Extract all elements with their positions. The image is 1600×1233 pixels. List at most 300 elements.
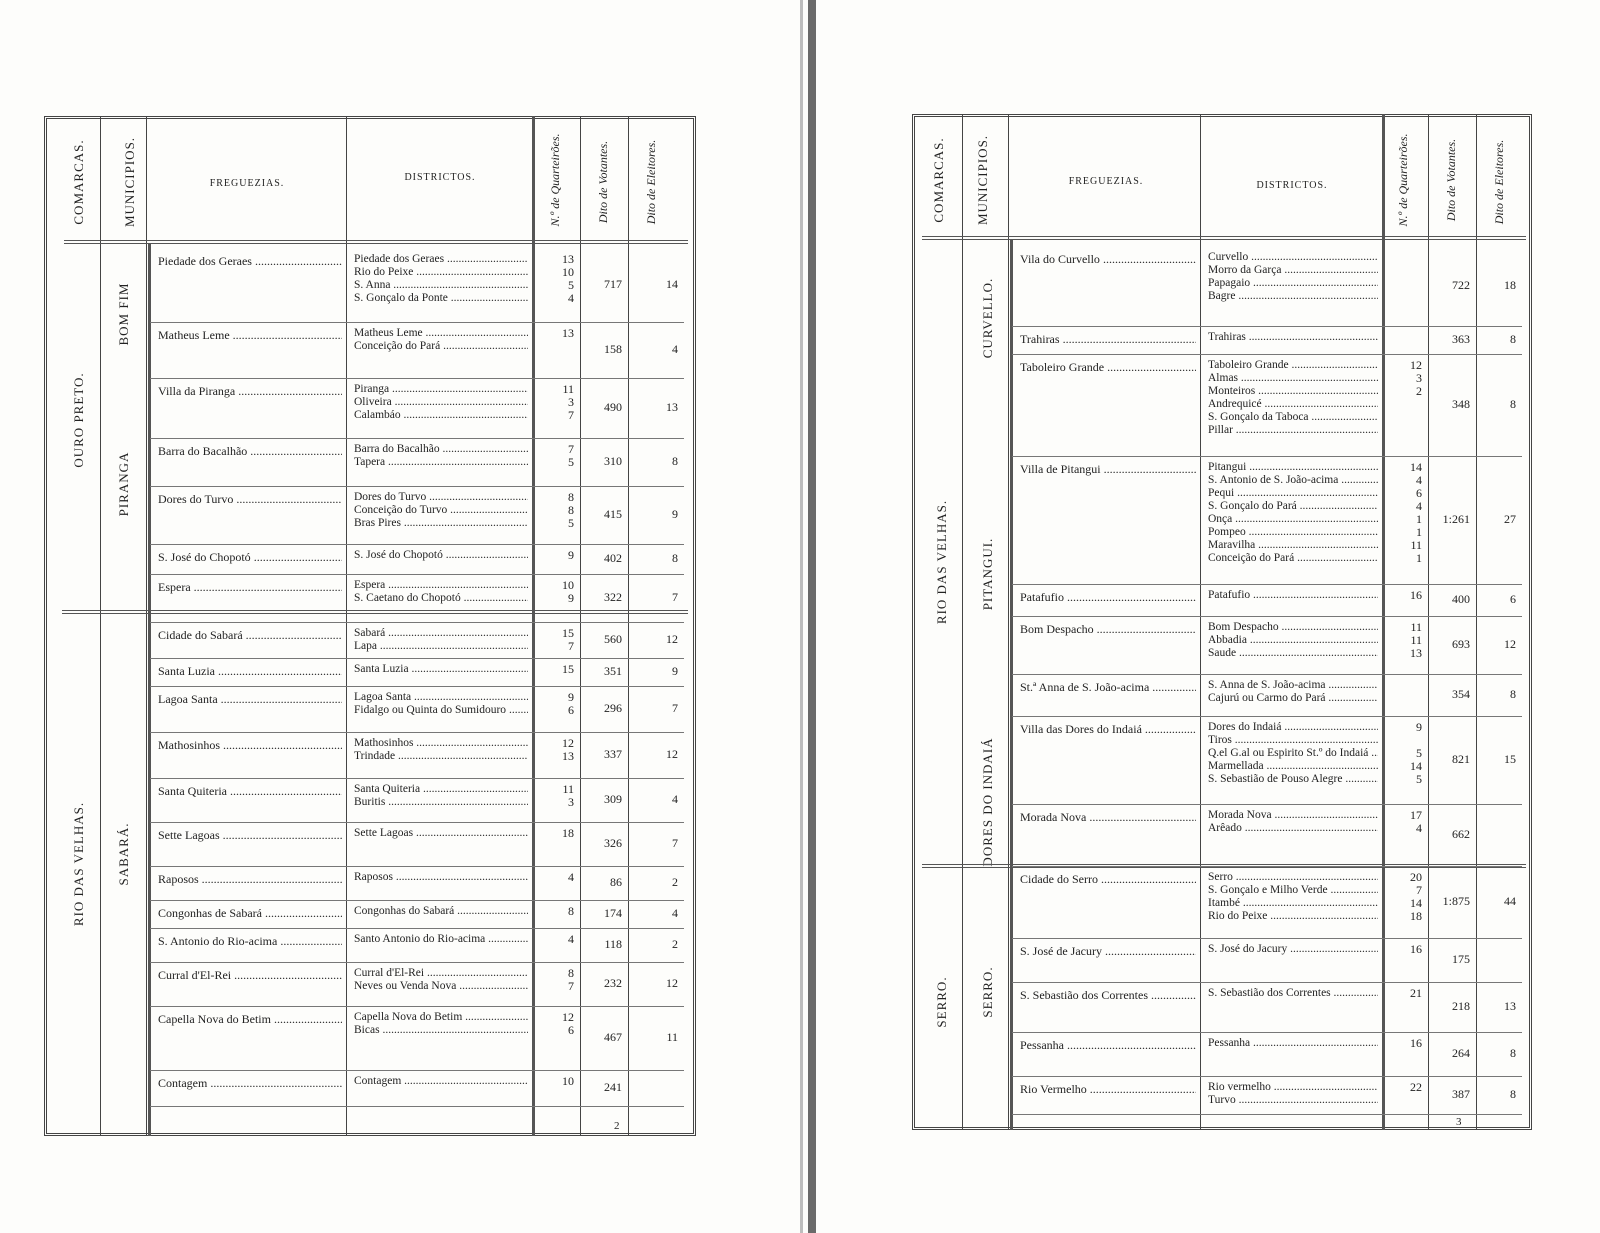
districto-name: Morro da Garça ..... — [1208, 264, 1378, 277]
quarteiroes-value: 5 — [1416, 772, 1422, 786]
votantes-value: 354 — [1452, 687, 1470, 701]
divider-comarcas — [962, 114, 963, 1130]
districto-name: Oliveira ..... — [354, 396, 528, 409]
comarca-label: SERRO. — [934, 976, 949, 1028]
districto-name: Pillar ..... — [1208, 424, 1378, 437]
districto-name: Trahiras ..... — [1208, 331, 1378, 344]
votantes-value: 322 — [604, 590, 622, 604]
freguezia-name: Villa de Pitangui ..... — [1020, 462, 1196, 477]
quarteiroes-value: 1 — [1416, 551, 1422, 565]
votantes-value: 415 — [604, 507, 622, 521]
districto-name: Tiros ..... — [1208, 734, 1378, 747]
right-page — [912, 114, 1532, 1130]
votantes-value: 175 — [1452, 952, 1470, 966]
freguezia-name: Cidade do Serro ..... — [1020, 872, 1196, 887]
eleitores-value: 9 — [672, 664, 678, 678]
freguezia-name: Patafufio ..... — [1020, 590, 1196, 605]
quarteiroes-values — [532, 1075, 574, 1088]
quarteiroes-values — [532, 871, 574, 884]
quarteiroes-value: 5 — [1416, 746, 1422, 760]
quarteiroes-value: 3 — [568, 795, 574, 809]
districto-name: Almas ..... — [1208, 372, 1378, 385]
votantes-value: 722 — [1452, 278, 1470, 292]
districto-name: S. Anna de S. João-acima ..... — [1208, 679, 1378, 692]
quarteiroes-values — [532, 967, 574, 993]
districtos-list — [354, 579, 528, 605]
header-freguezias: FREGUEZIAS. — [209, 178, 285, 189]
municipio-label: BOM FIM — [116, 282, 131, 346]
districtos-list — [354, 549, 528, 562]
quarteiroes-value: 18 — [562, 826, 574, 840]
districtos-list — [354, 627, 528, 653]
votantes-value: 326 — [604, 836, 622, 850]
districto-name: Monteiros ..... — [1208, 385, 1378, 398]
votantes-value: 821 — [1452, 752, 1470, 766]
quarteiroes-values — [532, 691, 574, 717]
districto-name: Q.el G.al ou Espirito St.º do Indaiá ..... — [1208, 747, 1378, 760]
quarteiroes-value: 11 — [1410, 620, 1422, 634]
districto-name: Sette Lagoas ..... — [354, 827, 528, 840]
districtos-list — [354, 783, 528, 809]
eleitores-value: 7 — [672, 836, 678, 850]
districto-name: Serro ..... — [1208, 871, 1378, 884]
districtos-list — [354, 663, 528, 676]
eleitores-value: 4 — [672, 906, 678, 920]
districtos-list — [1208, 251, 1378, 303]
quarteiroes-value: 13 — [1410, 646, 1422, 660]
votantes-value: 387 — [1452, 1087, 1470, 1101]
quarteiroes-value: 8 — [568, 503, 574, 517]
quarteiroes-value: 8 — [568, 490, 574, 504]
freguezia-name: Lagoa Santa ..... — [158, 692, 342, 707]
freguezia-name: Villa da Piranga ..... — [158, 384, 342, 399]
quarteiroes-value: 4 — [1416, 473, 1422, 487]
districtos-list — [354, 383, 528, 422]
districtos-list — [354, 491, 528, 530]
quarteiroes-value: 8 — [568, 904, 574, 918]
quarteiroes-value: 15 — [562, 662, 574, 676]
freguezia-name: St.ª Anna de S. João-acima ..... — [1020, 680, 1196, 695]
districto-name: Matheus Leme ..... — [354, 327, 528, 340]
quarteiroes-value: 7 — [568, 408, 574, 422]
municipio-label: PIRANGA — [116, 451, 131, 517]
quarteiroes-values — [1382, 359, 1422, 398]
districto-name: Pompeo ..... — [1208, 526, 1378, 539]
districto-name: S. Sebastião de Pouso Alegre ..... — [1208, 773, 1378, 786]
districtos-list — [1208, 461, 1378, 565]
districtos-list — [1208, 359, 1378, 437]
quarteiroes-value: 14 — [1410, 896, 1422, 910]
header-comarcas: COMARCAS. — [71, 139, 86, 225]
quarteiroes-value: 10 — [562, 265, 574, 279]
comarca-label: RIO DAS VELHAS. — [934, 499, 949, 625]
divider-municipios — [1008, 114, 1009, 1130]
freguezia-name: Taboleiro Grande ..... — [1020, 360, 1196, 375]
districto-name: Curvello ..... — [1208, 251, 1378, 264]
quarteiroes-values — [532, 827, 574, 840]
page-number: 2 — [614, 1120, 620, 1132]
quarteiroes-values — [532, 383, 574, 422]
districto-name: Calambáo ..... — [354, 409, 528, 422]
districto-name: Pessanha ..... — [1208, 1037, 1378, 1050]
comarca-label: OURO PRETO. — [71, 372, 86, 468]
districto-name: Bagre ..... — [1208, 290, 1378, 303]
freguezia-name: Santa Quiteria ..... — [158, 784, 342, 799]
districtos-list — [354, 933, 528, 946]
quarteiroes-value: 16 — [1410, 1036, 1422, 1050]
districto-name: S. José do Chopotó ..... — [354, 549, 528, 562]
freguezia-name: S. Antonio do Rio-acima ..... — [158, 934, 342, 949]
votantes-value: 337 — [604, 747, 622, 761]
header-municipios: MUNICIPIOS. — [975, 134, 990, 226]
districtos-list — [1208, 987, 1378, 1000]
districto-name: Santa Quiteria ..... — [354, 783, 528, 796]
quarteiroes-value: 1 — [1416, 512, 1422, 526]
quarteiroes-value: 13 — [562, 326, 574, 340]
freguezia-name: Santa Luzia ..... — [158, 664, 342, 679]
header-votantes: Dito de Votantes. — [596, 140, 610, 224]
quarteiroes-value: 13 — [562, 749, 574, 763]
districtos-list — [1208, 943, 1378, 956]
votantes-value: 264 — [1452, 1046, 1470, 1060]
comarca-label: RIO DAS VELHAS. — [71, 801, 86, 927]
freguezia-name: Villa das Dores do Indaiá ..... — [1020, 722, 1196, 737]
header-eleitores: Dito de Eleitores. — [1492, 139, 1506, 225]
freguezia-name: Dores do Turvo ..... — [158, 492, 342, 507]
left-page — [44, 116, 696, 1136]
quarteiroes-values — [532, 327, 574, 340]
districto-name: Onça ..... — [1208, 513, 1378, 526]
quarteiroes-value: 11 — [1410, 633, 1422, 647]
eleitores-value: 18 — [1504, 278, 1516, 292]
page-gutter — [808, 0, 816, 1233]
districto-name: Piedade dos Geraes ..... — [354, 253, 528, 266]
header-rule — [64, 240, 688, 244]
freguezia-name: Capella Nova do Betim ..... — [158, 1012, 342, 1027]
quarteiroes-value: 6 — [568, 1023, 574, 1037]
quarteiroes-value: 13 — [562, 252, 574, 266]
votantes-value: 241 — [604, 1080, 622, 1094]
eleitores-value: 9 — [672, 507, 678, 521]
freguezia-name: Curral d'El-Rei ..... — [158, 968, 342, 983]
districtos-list — [354, 327, 528, 353]
districto-name: Conceição do Pará ..... — [354, 340, 528, 353]
header-eleitores: Dito de Eleitores. — [644, 139, 658, 225]
quarteiroes-value: 14 — [1410, 460, 1422, 474]
districto-name: Cajurú ou Carmo do Pará ..... — [1208, 692, 1378, 705]
page-number: 3 — [1456, 1116, 1462, 1128]
districto-name: Bras Pires ..... — [354, 517, 528, 530]
districto-name: S. Antonio de S. João-acima ..... — [1208, 474, 1378, 487]
districto-name: Tapera ..... — [354, 456, 528, 469]
districtos-list — [1208, 721, 1378, 786]
districto-name: Saude ..... — [1208, 647, 1378, 660]
quarteiroes-values — [532, 783, 574, 809]
districto-name: Rio vermelho ..... — [1208, 1081, 1378, 1094]
districtos-list — [354, 1011, 528, 1037]
eleitores-value: 27 — [1504, 512, 1516, 526]
votantes-value: 402 — [604, 551, 622, 565]
quarteiroes-value: 16 — [1410, 942, 1422, 956]
quarteiroes-value: 6 — [568, 703, 574, 717]
districtos-list — [354, 1075, 528, 1088]
districto-name: Lagoa Santa ..... — [354, 691, 528, 704]
districtos-list — [1208, 621, 1378, 660]
votantes-value: 86 — [610, 875, 622, 889]
quarteiroes-values — [532, 1011, 574, 1037]
districto-name: Fidalgo ou Quinta do Sumidouro ..... — [354, 704, 528, 717]
quarteiroes-value: 22 — [1410, 1080, 1422, 1094]
votantes-value: 693 — [1452, 637, 1470, 651]
eleitores-value: 8 — [672, 454, 678, 468]
freguezia-name: S. Sebastião dos Correntes ..... — [1020, 988, 1196, 1003]
quarteiroes-value: 21 — [1410, 986, 1422, 1000]
quarteiroes-value: 4 — [1416, 499, 1422, 513]
quarteiroes-value: 6 — [1416, 486, 1422, 500]
quarteiroes-value: 4 — [568, 870, 574, 884]
quarteiroes-values — [532, 443, 574, 469]
eleitores-value: 2 — [672, 937, 678, 951]
quarteiroes-value: 10 — [562, 1074, 574, 1088]
eleitores-value: 44 — [1504, 894, 1516, 908]
quarteiroes-values — [1382, 987, 1422, 1000]
eleitores-value: 4 — [672, 792, 678, 806]
districto-name: Marmellada ..... — [1208, 760, 1378, 773]
districto-name: Buritis ..... — [354, 796, 528, 809]
votantes-value: 218 — [1452, 999, 1470, 1013]
municipio-label: SABARÁ. — [116, 822, 131, 886]
header-quarteiroes: N.º de Quarteirões. — [1396, 133, 1410, 227]
quarteiroes-value: 3 — [568, 395, 574, 409]
freguezia-name: Piedade dos Geraes ..... — [158, 254, 342, 269]
quarteiroes-values — [1382, 871, 1422, 923]
votantes-value: 490 — [604, 400, 622, 414]
quarteiroes-values — [1382, 621, 1422, 660]
eleitores-value: 8 — [1510, 1087, 1516, 1101]
districto-name: Capella Nova do Betim ..... — [354, 1011, 528, 1024]
eleitores-value: 13 — [666, 400, 678, 414]
districtos-list — [354, 967, 528, 993]
votantes-value: 467 — [604, 1030, 622, 1044]
districto-name: Conceição do Turvo ..... — [354, 504, 528, 517]
districtos-list — [1208, 871, 1378, 923]
districtos-list — [354, 737, 528, 763]
eleitores-value: 12 — [1504, 637, 1516, 651]
freguezia-name: Rio Vermelho ..... — [1020, 1082, 1196, 1097]
quarteiroes-values — [1382, 589, 1422, 602]
districto-name: Santa Luzia ..... — [354, 663, 528, 676]
quarteiroes-value: 2 — [1416, 384, 1422, 398]
votantes-value: 232 — [604, 976, 622, 990]
municipio-label: DORES DO INDAIÁ — [980, 737, 995, 867]
header-districtos: DISTRICTOS. — [1256, 180, 1328, 191]
districto-name: Arêado ..... — [1208, 822, 1378, 835]
votantes-value: 118 — [604, 937, 622, 951]
quarteiroes-values — [532, 549, 574, 562]
quarteiroes-values — [532, 933, 574, 946]
freguezia-name: Trahiras ..... — [1020, 332, 1196, 347]
districtos-list — [1208, 1037, 1378, 1050]
eleitores-value: 13 — [1504, 999, 1516, 1013]
districtos-list — [354, 691, 528, 717]
votantes-value: 309 — [604, 792, 622, 806]
eleitores-value: 12 — [666, 747, 678, 761]
quarteiroes-value: 5 — [568, 455, 574, 469]
quarteiroes-value: 11 — [562, 782, 574, 796]
votantes-value: 1:875 — [1442, 894, 1470, 908]
quarteiroes-values — [1382, 1037, 1422, 1050]
quarteiroes-values — [532, 663, 574, 676]
districto-name: Pitangui ..... — [1208, 461, 1378, 474]
districto-name: Neves ou Venda Nova ..... — [354, 980, 528, 993]
eleitores-value: 4 — [672, 342, 678, 356]
eleitores-value: 8 — [1510, 1046, 1516, 1060]
votantes-value: 560 — [604, 632, 622, 646]
quarteiroes-value: 7 — [568, 639, 574, 653]
votantes-value: 310 — [604, 454, 622, 468]
quarteiroes-value: 16 — [1410, 588, 1422, 602]
freguezia-name: Mathosinhos ..... — [158, 738, 342, 753]
freguezia-name: Morada Nova ..... — [1020, 810, 1196, 825]
votantes-value: 296 — [604, 701, 622, 715]
eleitores-value: 8 — [672, 551, 678, 565]
quarteiroes-value: 1 — [1416, 525, 1422, 539]
districtos-list — [1208, 589, 1378, 602]
quarteiroes-value: 4 — [568, 932, 574, 946]
districto-name: Itambé ..... — [1208, 897, 1378, 910]
districto-name: Morada Nova ..... — [1208, 809, 1378, 822]
districto-name: Patafufio ..... — [1208, 589, 1378, 602]
quarteiroes-value: 9 — [1416, 720, 1422, 734]
votantes-value: 662 — [1452, 827, 1470, 841]
header-rule — [922, 236, 1526, 240]
districto-name: Sabará ..... — [354, 627, 528, 640]
districto-name: S. Gonçalo do Pará ..... — [1208, 500, 1378, 513]
districto-name: Raposos ..... — [354, 871, 528, 884]
votantes-value: 400 — [1452, 592, 1470, 606]
votantes-value: 174 — [604, 906, 622, 920]
quarteiroes-value: 10 — [562, 578, 574, 592]
header-municipios: MUNICIPIOS. — [122, 136, 137, 228]
page-gutter-shadow — [800, 0, 803, 1233]
quarteiroes-value: 12 — [562, 736, 574, 750]
quarteiroes-value: 7 — [1416, 883, 1422, 897]
districto-name: Santo Antonio do Rio-acima ..... — [354, 933, 528, 946]
freguezia-name: S. José de Jacury ..... — [1020, 944, 1196, 959]
votantes-value: 717 — [604, 277, 622, 291]
header-votantes: Dito de Votantes. — [1444, 138, 1458, 222]
districto-name: S. Gonçalo e Milho Verde ..... — [1208, 884, 1378, 897]
freguezia-name: Barra do Bacalhão ..... — [158, 444, 342, 459]
districto-name: Maravilha ..... — [1208, 539, 1378, 552]
freguezia-name: Cidade do Sabará ..... — [158, 628, 342, 643]
districto-name: Barra do Bacalhão ..... — [354, 443, 528, 456]
districto-name: Espera ..... — [354, 579, 528, 592]
districtos-list — [354, 443, 528, 469]
districtos-list — [354, 253, 528, 305]
votantes-value: 1:261 — [1442, 512, 1470, 526]
districto-name: Curral d'El-Rei ..... — [354, 967, 528, 980]
quarteiroes-value: 9 — [568, 690, 574, 704]
quarteiroes-values — [1382, 461, 1422, 565]
districto-name: Turvo ..... — [1208, 1094, 1378, 1107]
header-freguezias: FREGUEZIAS. — [1068, 176, 1144, 187]
quarteiroes-values — [532, 737, 574, 763]
districtos-list — [354, 871, 528, 884]
votantes-value: 158 — [604, 342, 622, 356]
districto-name: Dores do Indaiá ..... — [1208, 721, 1378, 734]
quarteiroes-value: 7 — [568, 442, 574, 456]
districto-name: Rio do Peixe ..... — [354, 266, 528, 279]
divider-comarcas — [100, 116, 101, 1136]
quarteiroes-value: 18 — [1410, 909, 1422, 923]
quarteiroes-value: 3 — [1416, 371, 1422, 385]
votantes-value: 348 — [1452, 397, 1470, 411]
districto-name: Conceição do Pará ..... — [1208, 552, 1378, 565]
districto-name: Taboleiro Grande ..... — [1208, 359, 1378, 372]
freguezia-name: Matheus Leme ..... — [158, 328, 342, 343]
quarteiroes-values — [532, 253, 574, 305]
quarteiroes-values — [1382, 943, 1422, 956]
votantes-value: 363 — [1452, 332, 1470, 346]
quarteiroes-value: 12 — [562, 1010, 574, 1024]
freguezia-name: Raposos ..... — [158, 872, 342, 887]
quarteiroes-value: 11 — [562, 382, 574, 396]
eleitores-value: 8 — [1510, 687, 1516, 701]
districto-name: S. José do Jacury ..... — [1208, 943, 1378, 956]
eleitores-value: 7 — [672, 590, 678, 604]
districto-name: Bom Despacho ..... — [1208, 621, 1378, 634]
districtos-list — [1208, 809, 1378, 835]
districto-name: Andrequicé ..... — [1208, 398, 1378, 411]
quarteiroes-value: 8 — [568, 966, 574, 980]
districtos-list — [354, 827, 528, 840]
freguezia-name: Vila do Curvello ..... — [1020, 252, 1196, 267]
districto-name: Abbadia ..... — [1208, 634, 1378, 647]
quarteiroes-value: 9 — [568, 548, 574, 562]
districto-name: Papagaio ..... — [1208, 277, 1378, 290]
quarteiroes-value: 4 — [568, 291, 574, 305]
eleitores-value: 11 — [666, 1030, 678, 1044]
districto-name: Piranga ..... — [354, 383, 528, 396]
districto-name: S. Anna ..... — [354, 279, 528, 292]
eleitores-value: 12 — [666, 976, 678, 990]
eleitores-value: 15 — [1504, 752, 1516, 766]
municipio-label: SERRO. — [980, 966, 995, 1018]
municipio-label: CURVELLO. — [980, 277, 995, 359]
header-quarteiroes: N.º de Quarteirões. — [548, 133, 562, 227]
quarteiroes-value: 5 — [568, 278, 574, 292]
freguezia-name: Espera ..... — [158, 580, 342, 595]
eleitores-value: 14 — [666, 277, 678, 291]
districtos-list — [1208, 679, 1378, 705]
freguezia-name: Congonhas de Sabará ..... — [158, 906, 342, 921]
freguezia-name: Sette Lagoas ..... — [158, 828, 342, 843]
districto-name: Rio do Peixe ..... — [1208, 910, 1378, 923]
quarteiroes-value: 20 — [1410, 870, 1422, 884]
quarteiroes-value: 4 — [1416, 821, 1422, 835]
freguezia-name: Bom Despacho ..... — [1020, 622, 1196, 637]
header-comarcas: COMARCAS. — [931, 137, 946, 223]
quarteiroes-values — [532, 905, 574, 918]
quarteiroes-value: 14 — [1410, 759, 1422, 773]
eleitores-value: 12 — [666, 632, 678, 646]
districto-name: S. Caetano do Chopotó ..... — [354, 592, 528, 605]
quarteiroes-value: 11 — [1410, 538, 1422, 552]
eleitores-value: 8 — [1510, 397, 1516, 411]
districtos-list — [1208, 1081, 1378, 1107]
freguezia-name: Contagem ..... — [158, 1076, 342, 1091]
